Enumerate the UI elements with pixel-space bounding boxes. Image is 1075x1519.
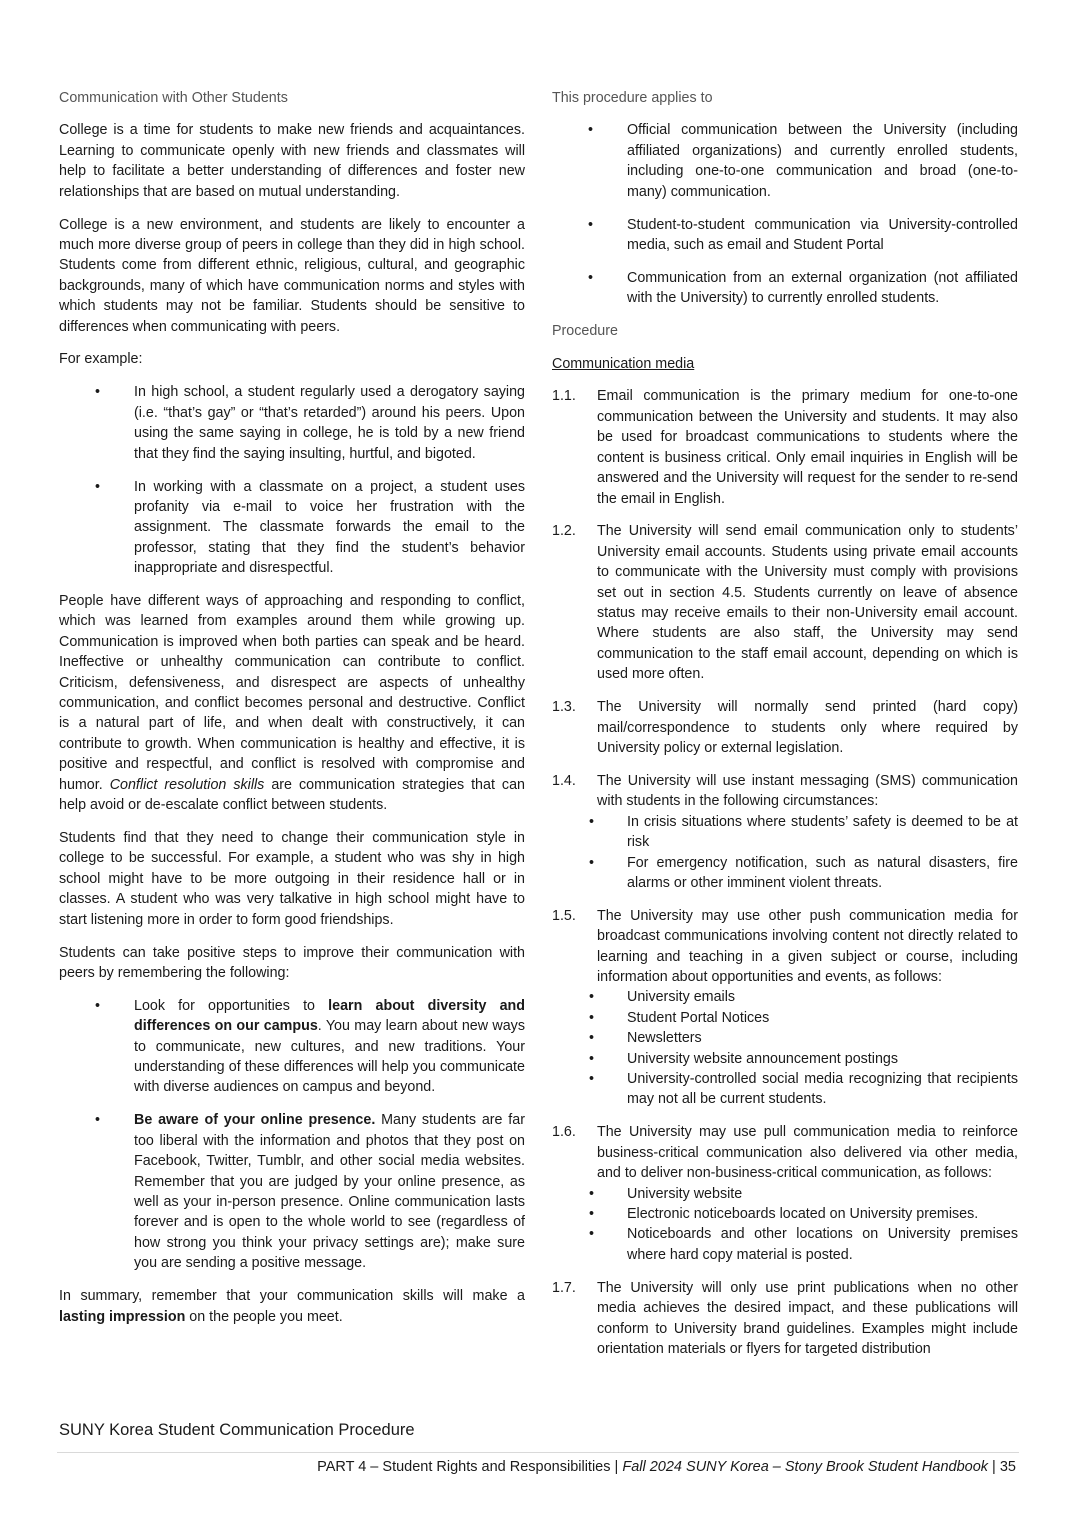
procedure-item <box>552 906 1018 1110</box>
paragraph: People have different ways of approaching and responding to conflict, which was learned from examples around them while growing up. Communication is improved when both parties can speak and be heard. Ineffective or unhealthy communication can contribute to conflict. Criticism, defensiveness, and disrespect are aspects of unhealthy communication, and conflict becomes personal and destructive. Conflict is a natural part of life, and when dealt with constructively, it can contribute to growth. When communication is healthy and effective, it is positive and respectful, and conflict is resolved with compromise and humor. Conflict resolution skills are communication strategies that can help avoid or de-escalate conflict between students. <box>59 593 525 814</box>
paragraph: College is a time for students to make new friends and acquaintances. Learning to communicate openly with new friends and classmates will help to facilitate a better understanding of differences and foster new relationships that are based on mutual understanding. <box>59 122 525 200</box>
bullet-icon: • <box>589 1226 595 1243</box>
item-text: The University will use instant messaging (SMS) communication with students in the following circumstances: <box>597 772 1018 810</box>
list-item: • Noticeboards and other locations on University premises where hard copy material is posted. <box>589 1226 1018 1263</box>
paragraph: For example: <box>59 351 143 368</box>
list-item: • Be aware of your online presence. Many students are far too liberal with the information and photos that they post on Facebook, Twitter, Tumblr, and other social media websites. Remember that you are judged by your online presence, as well as your in-person presence. Online communication lasts forever and is open to the whole world to see (regardless of how strong you think your privacy settings are); make sure you are sending a positive message. <box>95 1112 525 1272</box>
list-item: • Student-to-student communication via University-controlled media, such as email and Student Portal <box>588 216 1018 253</box>
item-number: 1.5. <box>552 907 576 924</box>
procedure-heading: Procedure <box>552 323 618 340</box>
right-column <box>552 88 1018 1372</box>
bullet-icon: • <box>95 384 101 401</box>
footer-handbook-title: Fall 2024 SUNY Korea – Stony Brook Student Handbook <box>622 1459 989 1475</box>
numbered-list <box>552 386 1018 1359</box>
bullet-icon: • <box>589 989 595 1006</box>
bullet-icon: • <box>588 122 594 139</box>
list-item: • In crisis situations where students’ safety is deemed to be at risk <box>589 813 1018 851</box>
paragraph: College is a new environment, and students are likely to encounter a much more diverse group of peers in college than they did in high school. Students come from different ethnic, religious, cultural, and geographic backgrounds, many of which have communication norms and styles with which students may not be familiar. Students should be sensitive to differences when communicating with peers. <box>59 216 525 335</box>
page-number: 35 <box>999 1459 1016 1475</box>
procedure-item <box>552 521 1018 684</box>
page-footer: PART 4 – Student Rights and Responsibilities | Fall 2024 SUNY Korea – Stony Brook Student Handbook | 35 <box>317 1459 1016 1475</box>
list-item: • Electronic noticeboards located on University premises. <box>597 1204 1018 1224</box>
sub-list <box>589 1184 1018 1266</box>
list-item: • Official communication between the University (including affiliated organizations) and currently enrolled students, including one-to-one communication and broad (one-to-many) communication. <box>588 122 1018 200</box>
tips-list <box>59 996 525 1274</box>
list-item: • In high school, a student regularly used a derogatory saying (i.e. “that’s gay” or “that’s retarded”) around his peers. Upon using the same saying in college, he is told by a new friend that they find the saying insulting, hurtful, and bigoted. <box>95 384 525 462</box>
procedure-item <box>552 1122 1018 1265</box>
item-number: 1.2. <box>552 523 576 540</box>
bullet-icon: • <box>589 1185 595 1202</box>
bold-text: learn about diversity and differences on our campus <box>134 997 525 1035</box>
list-item: • University-controlled social media recognizing that recipients may not all be current students. <box>589 1071 1018 1108</box>
bold-text: Be aware of your online presence. <box>134 1112 376 1129</box>
bullet-icon: • <box>589 854 595 871</box>
sub-list <box>589 987 1018 1109</box>
bullet-icon: • <box>589 813 595 830</box>
applies-list <box>552 120 1018 308</box>
bullet-icon: • <box>589 1050 595 1067</box>
procedure-item <box>552 697 1018 758</box>
item-number: 1.7. <box>552 1279 576 1296</box>
item-text: The University will only use print publications when no other media achieves the desired impact, and these publications will conform to University brand guidelines. Examples might include orientation materials or flyers for targeted distribution <box>597 1279 1018 1357</box>
bullet-icon: • <box>588 216 594 233</box>
paragraph: Students find that they need to change their communication style in college to be successful. For example, a student who was shy in high school might have to be more outgoing in their residence hall or in classes. A student who was very talkative in high school might have to start listening more in order to form good friendships. <box>59 830 525 928</box>
item-text: The University will send email communication only to students’ University email accounts. Students using private email accounts to communicate with the University must comply with provisions set out in section 4.5. Students currently on leave of absence status may receive emails to their non-University email account. Where students are also staff, the University may send communication to the staff email account, depending on which is used more often. <box>597 523 1018 683</box>
examples-list <box>59 382 525 578</box>
bullet-icon: • <box>95 997 101 1014</box>
subsection-heading: Communication media <box>552 355 695 372</box>
list-item: • University website announcement postings <box>597 1049 1018 1069</box>
paragraph: In summary, remember that your communication skills will make a lasting impression on the people you meet. <box>59 1288 525 1325</box>
paragraph: Students can take positive steps to improve their communication with peers by remembering the following: <box>59 944 525 981</box>
item-text: Email communication is the primary medium for one-to-one communication between the University and students. It may also be used for broadcast communications to students where the content is business critical. Only email inquiries in English will be answered and the University will request for the sender to re-send the email in English. <box>597 388 1018 507</box>
bullet-icon: • <box>95 478 101 495</box>
item-text: The University will normally send printed (hard copy) mail/correspondence to students only where required by University policy or external legislation. <box>597 699 1018 756</box>
left-column <box>59 88 525 1339</box>
list-item: • University emails <box>597 987 1018 1007</box>
procedure-item <box>552 386 1018 508</box>
procedure-item <box>552 1278 1018 1360</box>
bullet-icon: • <box>589 1030 595 1047</box>
footer-part: PART 4 – Student Rights and Responsibilities <box>317 1459 611 1475</box>
list-item: • For emergency notification, such as natural disasters, fire alarms or other imminent violent threats. <box>589 854 1018 891</box>
item-number: 1.1. <box>552 388 576 405</box>
bullet-icon: • <box>588 269 594 286</box>
item-number: 1.3. <box>552 699 576 716</box>
item-number: 1.4. <box>552 772 576 789</box>
bullet-icon: • <box>95 1112 101 1129</box>
bold-text: lasting impression <box>59 1308 186 1325</box>
list-item: • Look for opportunities to learn about diversity and differences on our campus. You may learn about new ways to communicate, new cultures, and new traditions. Your understanding of these differences will help you communicate with diverse audiences on campus and beyond. <box>95 997 525 1096</box>
bullet-icon: • <box>589 1206 595 1222</box>
procedure-item <box>552 771 1018 893</box>
item-text: The University may use other push communication media for broadcast communications involving content not directly related to learning and teaching in a given subject or course, including information about opportunities and events, as follows: <box>597 907 1018 986</box>
sub-list <box>589 812 1018 894</box>
section-heading: Communication with Other Students <box>59 90 288 106</box>
list-item: • University website <box>597 1184 1018 1204</box>
footer-divider <box>57 1452 1019 1453</box>
item-number: 1.6. <box>552 1124 576 1141</box>
emphasis-text: Conflict resolution skills <box>109 776 265 793</box>
bullet-icon: • <box>589 1071 595 1088</box>
list-item: • Communication from an external organization (not affiliated with the University) to currently enrolled students. <box>588 269 1018 307</box>
list-item: • Student Portal Notices <box>597 1008 1018 1028</box>
bullet-icon: • <box>589 1009 595 1026</box>
section-title: SUNY Korea Student Communication Procedure <box>59 1421 415 1439</box>
applies-heading: This procedure applies to <box>552 90 713 106</box>
list-item: • In working with a classmate on a project, a student uses profanity via e-mail to voice her frustration with the assignment. The classmate forwards the email to the professor, stating that they find the student’s behavior inappropriate and disrespectful. <box>95 478 525 577</box>
item-text: The University may use pull communication media to reinforce business-critical communication also delivered via other media, and to deliver non-business-critical communication, as follows: <box>597 1124 1018 1182</box>
list-item: • Newsletters <box>597 1028 1018 1048</box>
